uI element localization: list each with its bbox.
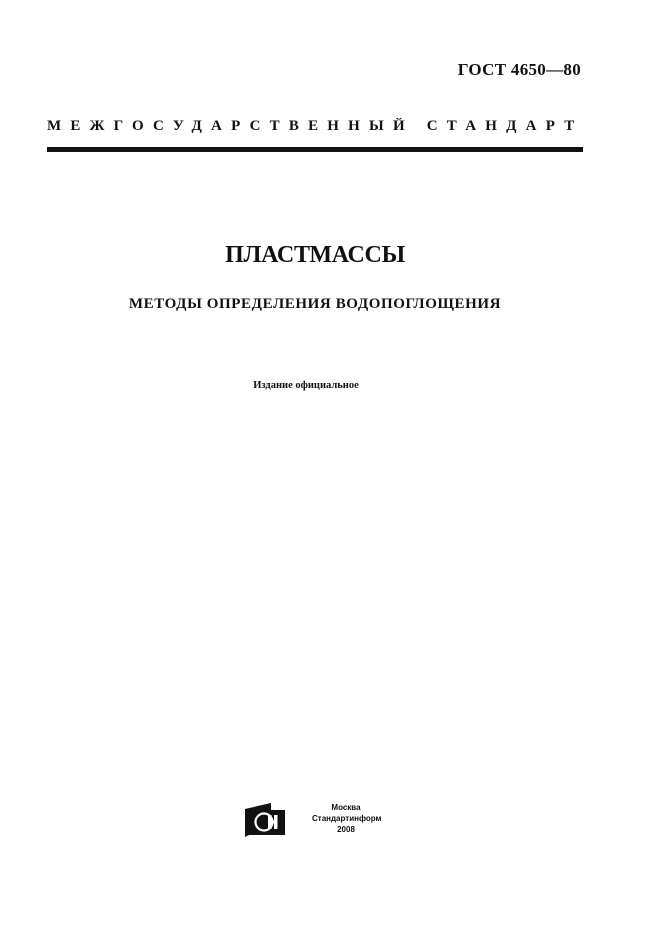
- document-subtitle: МЕТОДЫ ОПРЕДЕЛЕНИЯ ВОДОПОГЛОЩЕНИЯ: [128, 296, 502, 312]
- standard-category: МЕЖГОСУДАРСТВЕННЫЙ СТАНДАРТ: [47, 118, 583, 134]
- standartinform-logo-icon: [245, 803, 285, 837]
- document-number: ГОСТ 4650—80: [457, 60, 581, 79]
- document-title: ПЛАСТМАССЫ: [225, 242, 405, 268]
- header-divider: [47, 147, 583, 152]
- publisher-name: Стандартинформ: [312, 814, 382, 823]
- publication-year: 2008: [337, 825, 355, 834]
- edition-label: Издание официальное: [253, 380, 359, 391]
- publisher-city: Москва: [331, 803, 361, 812]
- publisher-imprint: [312, 802, 380, 835]
